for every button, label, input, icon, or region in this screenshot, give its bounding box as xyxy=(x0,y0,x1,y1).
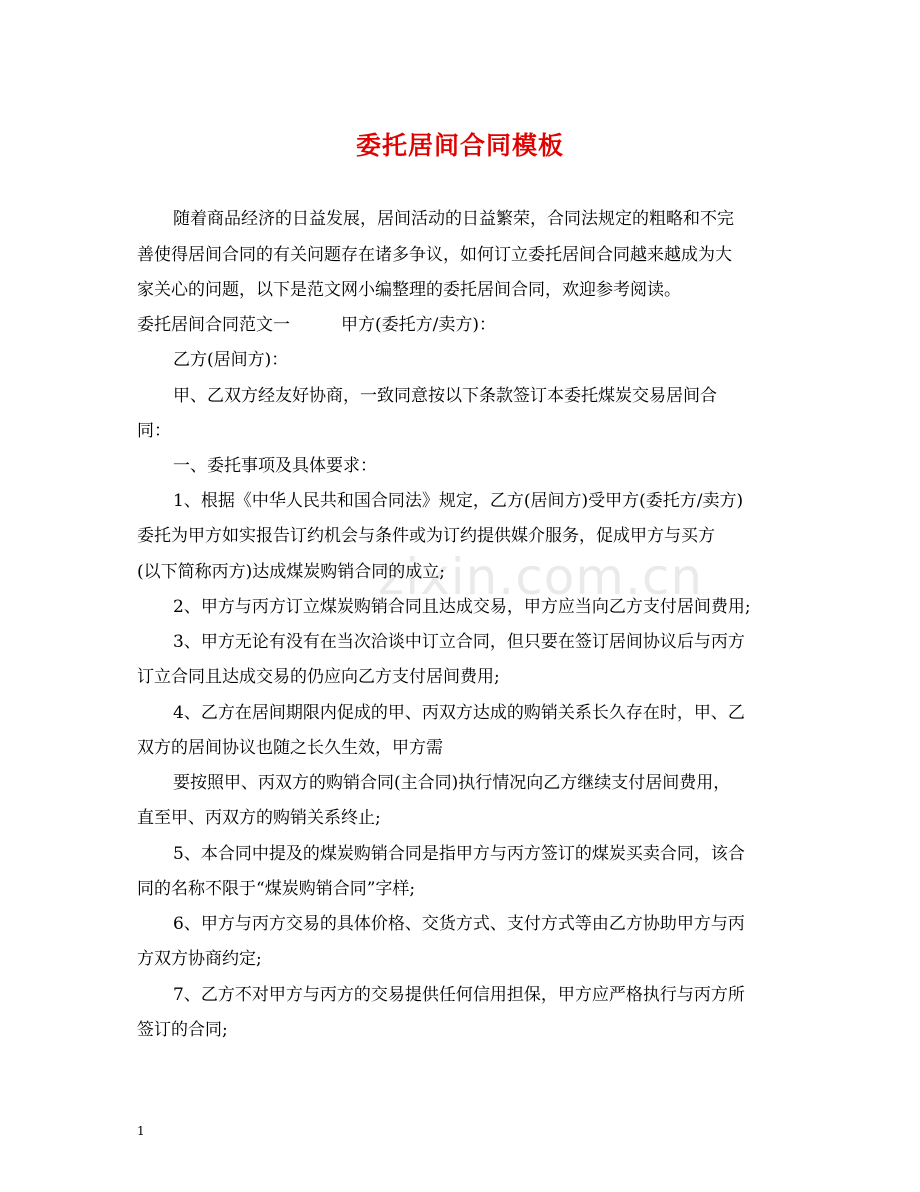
paragraph-line: 家关心的问题，以下是范文网小编整理的委托居间合同，欢迎参考阅读。 xyxy=(137,280,681,300)
watermark: zixin.com.cn xyxy=(378,548,704,606)
paragraph-line: 直至甲、丙双方的购销关系终止; xyxy=(137,808,381,828)
paragraph-line: 善使得居间合同的有关问题存在诸多争议，如何订立委托居间合同越来越成为大 xyxy=(137,245,732,265)
paragraph-line: 4、乙方在居间期限内促成的甲、丙双方达成的购销关系长久存在时，甲、乙 xyxy=(173,703,745,723)
paragraph-line: 6、甲方与丙方交易的具体价格、交货方式、支付方式等由乙方协助甲方与丙 xyxy=(173,914,745,934)
paragraph-line: 甲、乙双方经友好协商，一致同意按以下条款签订本委托煤炭交易居间合 xyxy=(173,386,717,406)
paragraph-line: 方双方协商约定; xyxy=(137,949,262,969)
paragraph-line: 随着商品经济的日益发展，居间活动的日益繁荣，合同法规定的粗略和不完 xyxy=(173,209,734,229)
paragraph-line: 2、甲方与丙方订立煤炭购销合同且达成交易，甲方应当向乙方支付居间费用; xyxy=(173,597,751,617)
paragraph-line: 同： xyxy=(137,421,171,441)
paragraph-line: 1、根据《中华人民共和国合同法》规定，乙方(居间方)受甲方(委托方/卖方) xyxy=(173,491,744,511)
paragraph-line: 同的名称不限于“煤炭购销合同”字样; xyxy=(137,879,416,899)
paragraph-line: 乙方(居间方)： xyxy=(173,350,289,370)
document-title: 委托居间合同模板 xyxy=(355,131,564,160)
paragraph-line: 5、本合同中提及的煤炭购销合同是指甲方与丙方签订的煤炭买卖合同，该合 xyxy=(173,844,745,864)
paragraph-line: 签订的合同; xyxy=(137,1020,228,1040)
paragraph-line: 3、甲方无论有没有在当次洽谈中订立合同，但只要在签订居间协议后与丙方 xyxy=(173,632,745,652)
paragraph-line: 委托居间合同范文一 甲方(委托方/卖方)： xyxy=(137,315,496,335)
paragraph-line: 双方的居间协议也随之长久生效，甲方需 xyxy=(137,738,443,758)
paragraph-line: (以下简称丙方)达成煤炭购销合同的成立; xyxy=(137,562,445,582)
paragraph-line: 7、乙方不对甲方与丙方的交易提供任何信用担保，甲方应严格执行与丙方所 xyxy=(173,985,745,1005)
page-number: 1 xyxy=(137,1124,145,1138)
paragraph-line: 要按照甲、丙双方的购销合同(主合同)执行情况向乙方继续支付居间费用， xyxy=(173,773,731,793)
paragraph-line: 委托为甲方如实报告订约机会与条件或为订约提供媒介服务，促成甲方与买方 xyxy=(137,526,715,546)
paragraph-line: 订立合同且达成交易的仍应向乙方支付居间费用; xyxy=(137,667,500,687)
section-heading: 一、委托事项及具体要求： xyxy=(173,456,377,476)
